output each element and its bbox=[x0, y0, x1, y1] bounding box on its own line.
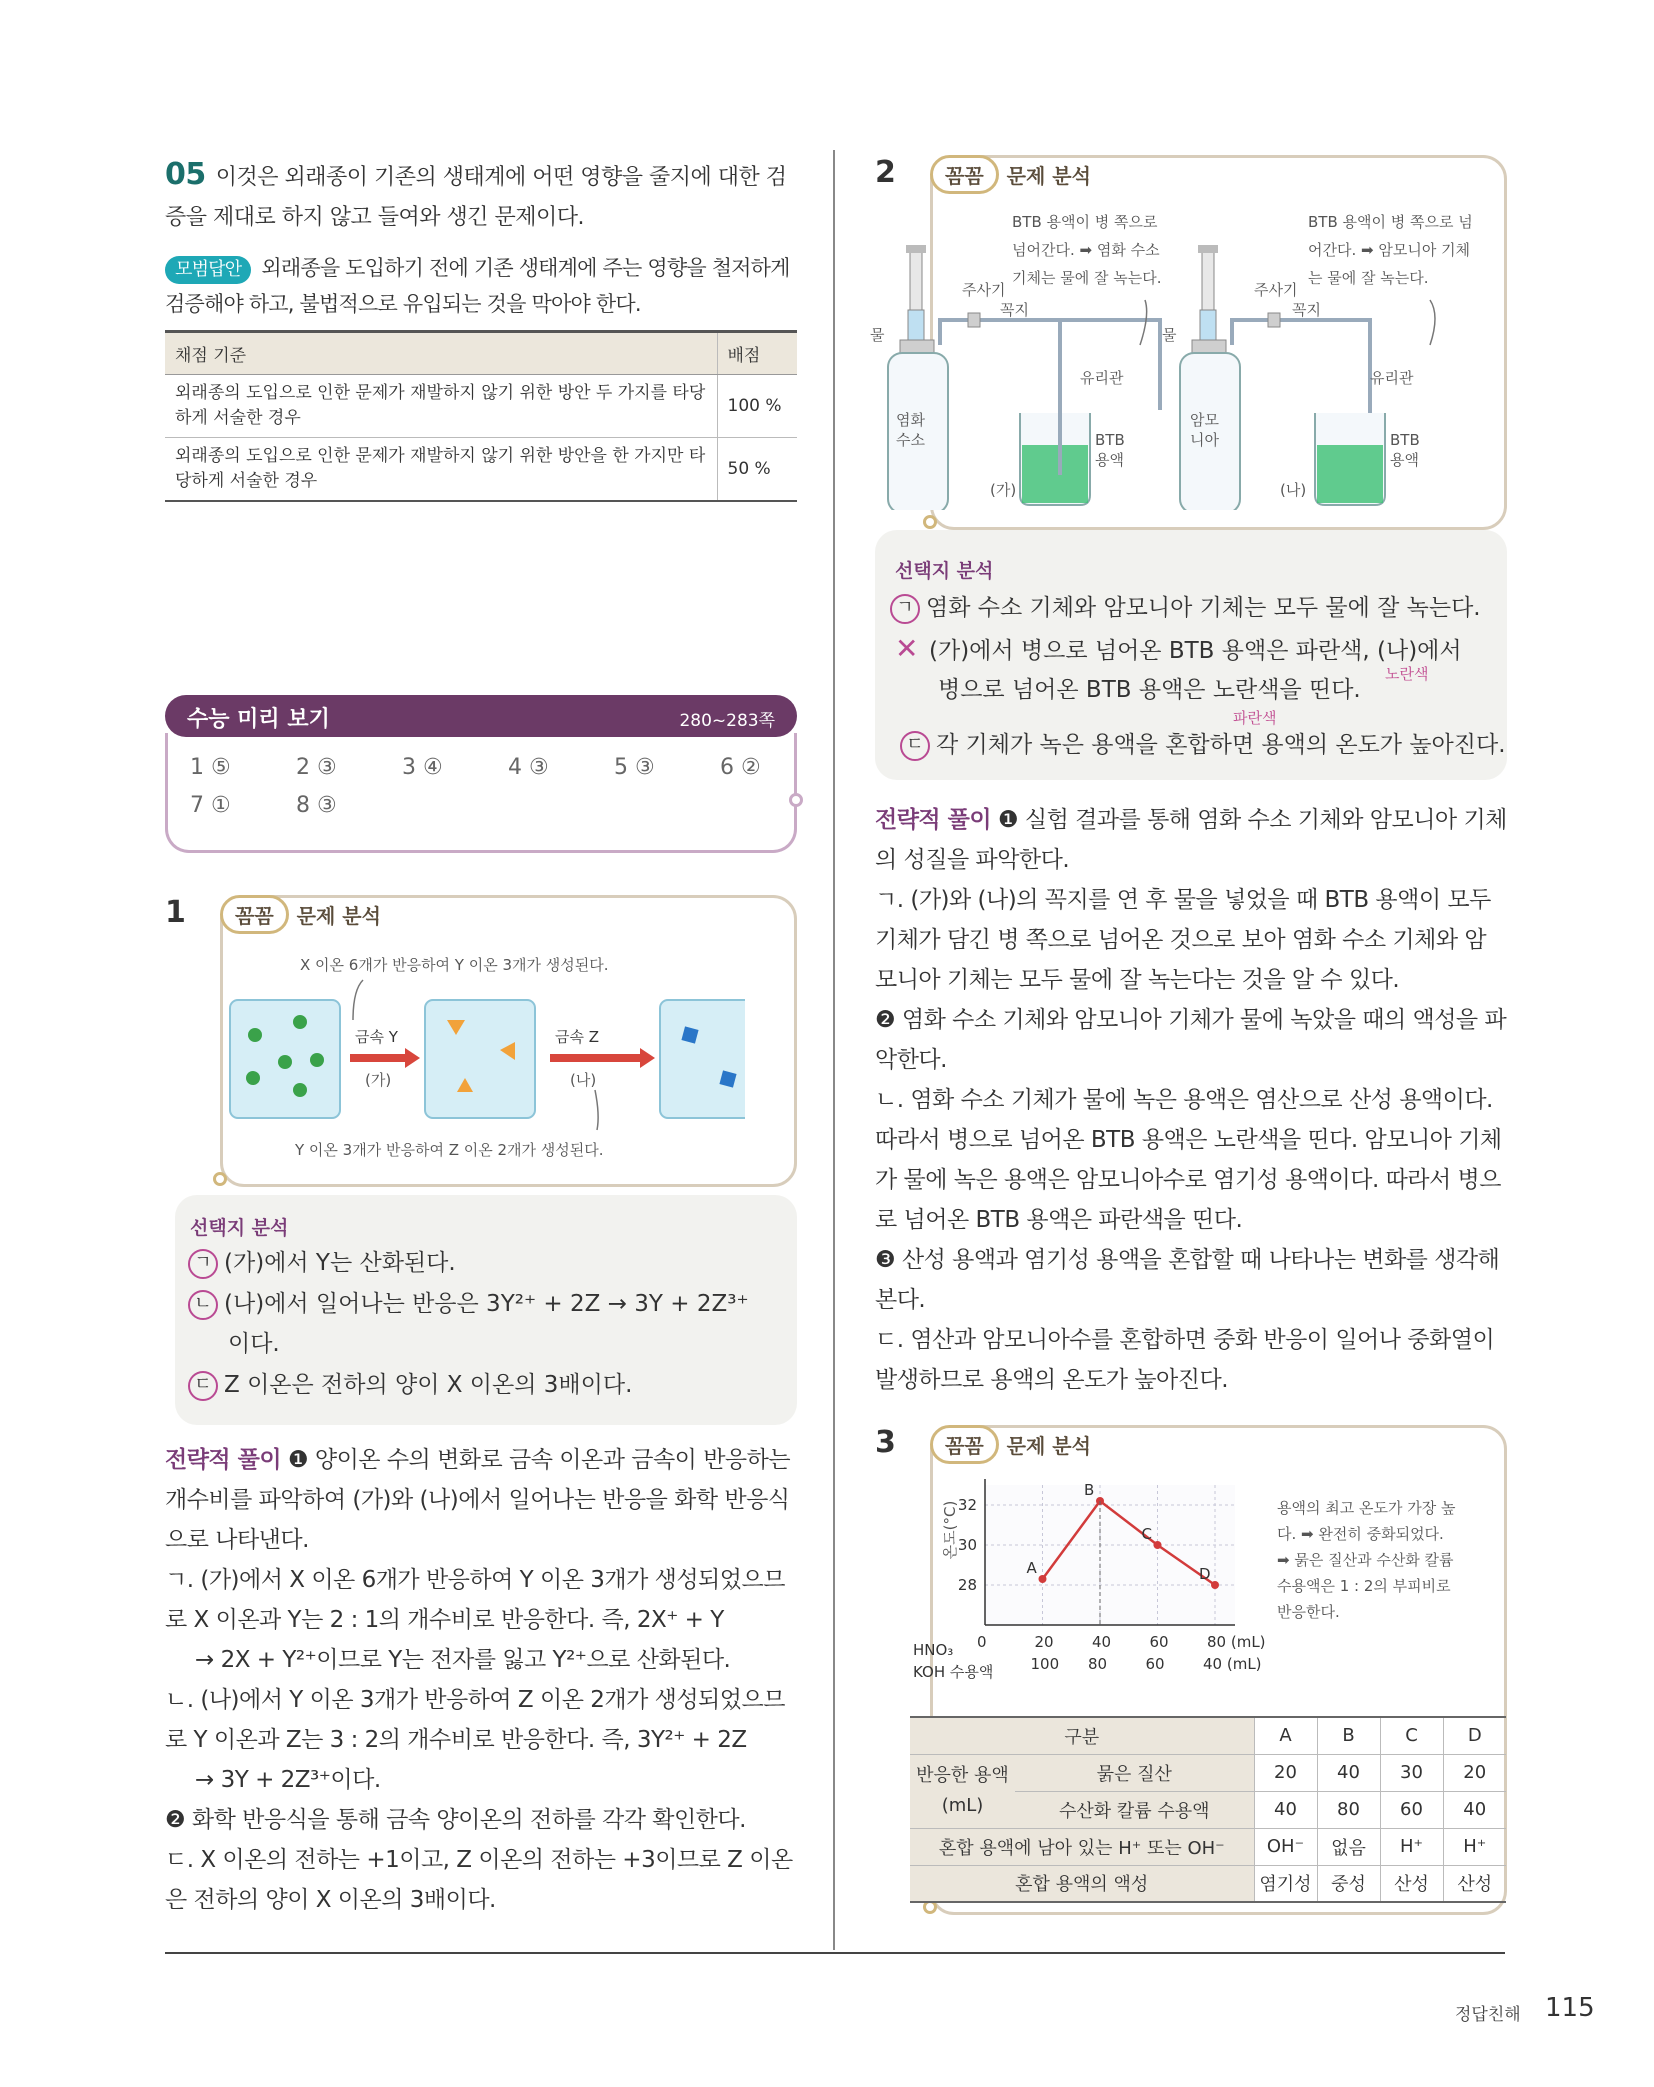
answer-item: 4 ③ bbox=[508, 755, 549, 780]
q2-apparatus-diagram bbox=[870, 205, 1510, 510]
chart-y-tick-label: 28 bbox=[957, 1576, 977, 1594]
chart-x-tick-label: 100 bbox=[1030, 1655, 1060, 1673]
q1-reaction-diagram bbox=[225, 950, 745, 1175]
model-answer-text: 외래종을 도입하기 전에 기존 생태계에 주는 영향을 철저하게 검증해야 하고, 불법적으로 유입되는 것을 막아야 한다. bbox=[165, 256, 790, 316]
pointer-line bbox=[1140, 300, 1147, 345]
btb-label: BTB bbox=[1095, 431, 1125, 449]
nh3-label: 암모 bbox=[1190, 411, 1219, 429]
metal-y-label: 금속 Y bbox=[355, 1028, 398, 1046]
table-header-cell: 구분 bbox=[910, 1717, 1254, 1754]
answer-item: 1 ⑤ bbox=[190, 755, 231, 780]
q3-data-table bbox=[910, 1716, 1506, 1903]
table-cell: 산성 bbox=[1380, 1865, 1443, 1902]
question-3-number: 3 bbox=[875, 1425, 896, 1460]
table-cell: 30 bbox=[1380, 1754, 1443, 1791]
solution-title: 전략적 풀이 bbox=[875, 807, 992, 833]
solution-line: ❶ 실험 결과를 통해 염화 수소 기체와 암모니아 기체의 성질을 파악한다. bbox=[875, 807, 1507, 873]
wrong-x-icon: ✕ bbox=[895, 632, 919, 665]
table-row-label: 수산화 칼륨 수용액 bbox=[1015, 1791, 1254, 1828]
beaker-box-2 bbox=[425, 1000, 535, 1118]
choice-text: 염화 수소 기체와 암모니아 기체는 모두 물에 잘 녹는다. bbox=[926, 595, 1481, 621]
section-05-number: 05 bbox=[165, 157, 206, 192]
chart-background bbox=[985, 1485, 1235, 1625]
q3-hint-tag bbox=[930, 1425, 1091, 1464]
q3-note-4: 수용액은 1 : 2의 부피비로 bbox=[1277, 1577, 1451, 1595]
hcl-label: 염화 bbox=[896, 411, 925, 429]
solution-line: ㄷ. 염산과 암모니아수를 혼합하면 중화 반응이 일어나 중화열이 발생하므로 용액의 온도가 높아진다. bbox=[875, 1327, 1495, 1393]
tube-label: 유리관 bbox=[1080, 369, 1124, 387]
chart-x-tick-label: 60 bbox=[1145, 1655, 1165, 1673]
answer-item: 8 ③ bbox=[296, 793, 337, 818]
correct-circle-icon: ㄴ bbox=[188, 1290, 218, 1320]
solution-title: 전략적 풀이 bbox=[165, 1447, 282, 1473]
q2-hint-tag bbox=[930, 155, 1091, 194]
chart-point-label: C bbox=[1141, 1525, 1152, 1543]
table-row bbox=[910, 1828, 1506, 1865]
table-row-label: 혼합 용액에 남아 있는 H⁺ 또는 OH⁻ bbox=[910, 1828, 1254, 1865]
hno3-axis-label: HNO₃ bbox=[913, 1641, 954, 1659]
section-05-paragraph bbox=[165, 155, 795, 238]
chart-ylabel: 온도(°C) bbox=[941, 1500, 959, 1560]
q2-choice-3 bbox=[900, 727, 1506, 763]
choice-text: (가)에서 Y는 산화된다. bbox=[224, 1250, 456, 1276]
table-group-cell: 반응한 용액(mL) bbox=[910, 1754, 1015, 1828]
table-header-cell: A bbox=[1254, 1717, 1317, 1754]
chart-point-label: B bbox=[1084, 1481, 1095, 1499]
reaction-arrow-1 bbox=[350, 1048, 420, 1068]
table-cell: 40 bbox=[1254, 1791, 1317, 1828]
q1-choice-2-cont bbox=[228, 1326, 280, 1362]
chart-y-tick-label: 32 bbox=[957, 1496, 977, 1514]
choice-text: (나)에서 일어나는 반응은 3Y²⁺ + 2Z → 3Y + 2Z³⁺ bbox=[224, 1291, 749, 1317]
solution-line: → 2X + Y²⁺이므로 Y는 전자를 잃고 Y²⁺으로 산화된다. bbox=[195, 1647, 731, 1673]
q2-note-right-3: 는 물에 잘 녹는다. bbox=[1308, 269, 1429, 287]
koh-axis-label: KOH 수용액 bbox=[913, 1663, 994, 1681]
model-answer-badge: 모범답안 bbox=[165, 256, 251, 284]
syringe-label: 주사기 bbox=[1254, 281, 1298, 299]
section-05-text: 이것은 외래종이 기존의 생태계에 어떤 영향을 줄지에 대한 검증을 제대로 하지 않고 들여와 생긴 문제이다. bbox=[165, 165, 787, 230]
table-cell: 20 bbox=[1443, 1754, 1506, 1791]
pointer-line bbox=[353, 980, 363, 1020]
q3-note-3: ➡ 묽은 질산과 수산화 칼륨 bbox=[1277, 1551, 1454, 1569]
choice-text: 병으로 넘어온 BTB 용액은 노란색을 띤다. bbox=[938, 677, 1361, 703]
chart-point bbox=[1039, 1575, 1047, 1583]
answer-item: 6 ② bbox=[720, 755, 761, 780]
scoring-table bbox=[165, 330, 797, 502]
answer-item: 5 ③ bbox=[614, 755, 655, 780]
chart-x-tick-label: 80 (mL) bbox=[1207, 1633, 1266, 1651]
question-2-number: 2 bbox=[875, 155, 896, 190]
q2-choice-2 bbox=[895, 631, 1462, 669]
chart-x-tick-label: 80 bbox=[1088, 1655, 1108, 1673]
q2-note-right-1: BTB 용액이 병 쪽으로 넘 bbox=[1308, 213, 1473, 231]
bottom-rule bbox=[165, 1952, 1505, 1954]
chart-point bbox=[1154, 1541, 1162, 1549]
correct-circle-icon: ㄱ bbox=[188, 1249, 218, 1279]
scoring-criteria-cell: 외래종의 도입으로 인한 문제가 재발하지 않기 위한 방안을 한 가지만 타당하게 서술한 경우 bbox=[165, 438, 717, 502]
pointer-line bbox=[595, 1090, 598, 1130]
chart-point-label: A bbox=[1026, 1559, 1037, 1577]
btb-label: 용액 bbox=[1095, 451, 1124, 469]
table-cell: 중성 bbox=[1317, 1865, 1380, 1902]
hint-label: 문제 분석 bbox=[1006, 164, 1091, 188]
chart-point-label: D bbox=[1199, 1565, 1211, 1583]
q2-analysis-title: 선택지 분석 bbox=[895, 560, 994, 582]
scoring-header-points: 배점 bbox=[717, 332, 797, 375]
tube-label: 유리관 bbox=[1370, 369, 1414, 387]
q2-note-left-1: BTB 용액이 병 쪽으로 bbox=[1012, 213, 1158, 231]
q3-note-5: 반응한다. bbox=[1277, 1603, 1340, 1621]
table-cell: 산성 bbox=[1443, 1865, 1506, 1902]
q1-choice-2 bbox=[188, 1286, 749, 1322]
solution-line: ㄴ. 염화 수소 기체가 물에 녹은 용액은 염산으로 산성 용액이다. 따라서 병으로 넘어온 BTB 용액은 노란색을 띤다. 암모니아 기체가 물에 녹은 용액은 암모니아수로 염기성 용액이다. 따라서 병으로 넘어온 BTB 용액은 파란색을 띤다. bbox=[875, 1087, 1502, 1233]
table-cell: 60 bbox=[1380, 1791, 1443, 1828]
table-cell: 80 bbox=[1317, 1791, 1380, 1828]
question-1-number: 1 bbox=[165, 895, 186, 930]
hcl-label: 수소 bbox=[896, 431, 925, 449]
table-cell: OH⁻ bbox=[1254, 1828, 1317, 1865]
preview-header bbox=[165, 695, 797, 737]
choice-text: Z 이온은 전하의 양이 X 이온의 3배이다. bbox=[224, 1372, 633, 1398]
chart-x-tick-label: 60 bbox=[1149, 1633, 1169, 1651]
table-row bbox=[910, 1754, 1506, 1791]
answer-item: 3 ④ bbox=[402, 755, 443, 780]
q1-top-note: X 이온 6개가 반응하여 Y 이온 3개가 생성된다. bbox=[300, 956, 609, 974]
table-row bbox=[165, 375, 797, 438]
label-ga: (가) bbox=[990, 481, 1017, 499]
chart-plot-area bbox=[958, 1479, 1266, 1673]
syringe-label: 주사기 bbox=[962, 281, 1006, 299]
page-number: 115 bbox=[1545, 1993, 1595, 2023]
water-label: 물 bbox=[870, 326, 885, 344]
choice-text: 이다. bbox=[228, 1331, 280, 1357]
table-row bbox=[165, 438, 797, 502]
correct-circle-icon: ㄷ bbox=[188, 1371, 218, 1401]
label-na: (나) bbox=[1280, 481, 1307, 499]
scoring-points-cell: 50 % bbox=[717, 438, 797, 502]
csat-preview-box bbox=[165, 695, 797, 853]
table-cell: H⁺ bbox=[1443, 1828, 1506, 1865]
table-row bbox=[910, 1717, 1506, 1754]
metal-z-label: 금속 Z bbox=[555, 1028, 600, 1046]
solution-line: ㄴ. (나)에서 Y 이온 3개가 반응하여 Z 이온 2개가 생성되었으므로 Y 이온과 Z는 3 : 2의 개수비로 반응한다. 즉, 3Y²⁺ + 2Z bbox=[165, 1687, 785, 1753]
q2-note-left-2: 넘어간다. ➡ 염화 수소 bbox=[1012, 241, 1160, 259]
q1-bottom-note: Y 이온 3개가 반응하여 Z 이온 2개가 생성된다. bbox=[295, 1141, 604, 1159]
table-cell: 없음 bbox=[1317, 1828, 1380, 1865]
label-ga: (가) bbox=[365, 1071, 392, 1089]
preview-answers bbox=[165, 733, 797, 853]
q1-choice-3 bbox=[188, 1367, 632, 1403]
chart-point bbox=[1211, 1581, 1219, 1589]
decorative-dot bbox=[789, 793, 803, 807]
column-divider bbox=[833, 150, 835, 1950]
chart-x-tick-label: 40 (mL) bbox=[1203, 1655, 1262, 1673]
table-cell: 20 bbox=[1254, 1754, 1317, 1791]
solution-line: ❷ 염화 수소 기체와 암모니아 기체가 물에 녹았을 때의 액성을 파악한다. bbox=[875, 1007, 1507, 1073]
label-na: (나) bbox=[570, 1071, 597, 1089]
solution-line: ㄷ. X 이온의 전하는 +1이고, Z 이온의 전하는 +3이므로 Z 이온은 전하의 양이 X 이온의 3배이다. bbox=[165, 1847, 793, 1913]
beaker-box-3 bbox=[660, 1000, 745, 1118]
correction-note-yellow: 노란색 bbox=[1385, 665, 1429, 683]
hint-pill: 꼼꼼 bbox=[930, 1425, 999, 1464]
q1-analysis-title: 선택지 분석 bbox=[190, 1217, 289, 1239]
preview-title: 수능 미리 보기 bbox=[187, 707, 330, 732]
section-05 bbox=[165, 155, 795, 322]
solution-line: ㄱ. (가)와 (나)의 꼭지를 연 후 물을 넣었을 때 BTB 용액이 모두 기체가 담긴 병 쪽으로 넘어온 것으로 보아 염화 수소 기체와 암모니아 기체는 모두 물에 잘 녹는다는 것을 알 수 있다. bbox=[875, 887, 1491, 993]
preview-page-range: 280~283쪽 bbox=[679, 711, 775, 731]
table-cell: 40 bbox=[1443, 1791, 1506, 1828]
answer-item: 7 ① bbox=[190, 793, 231, 818]
table-cell: 40 bbox=[1317, 1754, 1380, 1791]
correction-note-blue: 파란색 bbox=[1233, 709, 1277, 727]
scoring-header-criteria: 채점 기준 bbox=[165, 332, 717, 375]
q3-note-1: 용액의 최고 온도가 가장 높 bbox=[1277, 1499, 1456, 1517]
clamp-label: 꼭지 bbox=[1000, 301, 1029, 319]
model-answer bbox=[165, 250, 795, 322]
q1-solution bbox=[165, 1440, 797, 1920]
chart-x-tick-label: 0 bbox=[977, 1633, 987, 1651]
q2-choice-2-cont bbox=[938, 672, 1361, 708]
q3-temperature-chart bbox=[905, 1475, 1505, 1695]
q1-hint-tag bbox=[220, 895, 381, 934]
solution-line: ❶ 양이온 수의 변화로 금속 이온과 금속이 반응하는 개수비를 파악하여 (가)와 (나)에서 일어나는 반응을 화학 반응식으로 나타낸다. bbox=[165, 1447, 791, 1553]
solution-line: ❷ 화학 반응식을 통해 금속 양이온의 전하를 각각 확인한다. bbox=[165, 1807, 746, 1833]
hint-pill: 꼼꼼 bbox=[220, 895, 289, 934]
clamp-label: 꼭지 bbox=[1292, 301, 1321, 319]
nh3-label: 니아 bbox=[1190, 431, 1219, 449]
choice-text: 각 기체가 녹은 용액을 혼합하면 용액의 온도가 높아진다. bbox=[936, 732, 1506, 758]
water-label: 물 bbox=[1162, 326, 1177, 344]
q3-note-2: 다. ➡ 완전히 중화되었다. bbox=[1277, 1525, 1444, 1543]
q2-note-right-2: 어간다. ➡ 암모니아 기체 bbox=[1308, 241, 1471, 259]
btb-label: 용액 bbox=[1390, 451, 1419, 469]
answer-item: 2 ③ bbox=[296, 755, 337, 780]
chart-y-tick-label: 30 bbox=[957, 1536, 977, 1554]
correct-circle-icon: ㄱ bbox=[890, 594, 920, 624]
table-cell: H⁺ bbox=[1380, 1828, 1443, 1865]
solution-line: ❸ 산성 용액과 염기성 용액을 혼합할 때 나타나는 변화를 생각해 본다. bbox=[875, 1247, 1500, 1313]
chart-x-tick-label: 20 bbox=[1034, 1633, 1054, 1651]
scoring-points-cell: 100 % bbox=[717, 375, 797, 438]
hint-label: 문제 분석 bbox=[1006, 1434, 1091, 1458]
table-header-cell: B bbox=[1317, 1717, 1380, 1754]
footer-label: 정답친해 bbox=[1455, 2005, 1521, 2025]
hint-pill: 꼼꼼 bbox=[930, 155, 999, 194]
pointer-line bbox=[1430, 300, 1435, 345]
q2-solution bbox=[875, 800, 1507, 1400]
scoring-criteria-cell: 외래종의 도입으로 인한 문제가 재발하지 않기 위한 방안 두 가지를 타당하게 서술한 경우 bbox=[165, 375, 717, 438]
q2-choice-1 bbox=[890, 590, 1481, 626]
solution-line: ㄱ. (가)에서 X 이온 6개가 반응하여 Y 이온 3개가 생성되었으므로 X 이온과 Y는 2 : 1의 개수비로 반응한다. 즉, 2X⁺ + Y bbox=[165, 1567, 785, 1633]
table-row bbox=[910, 1865, 1506, 1902]
table-header-cell: D bbox=[1443, 1717, 1506, 1754]
table-header-cell: C bbox=[1380, 1717, 1443, 1754]
decorative-dot bbox=[923, 515, 937, 529]
hint-label: 문제 분석 bbox=[296, 904, 381, 928]
table-cell: 염기성 bbox=[1254, 1865, 1317, 1902]
table-row-label: 묽은 질산 bbox=[1015, 1754, 1254, 1791]
q2-note-left-3: 기체는 물에 잘 녹는다. bbox=[1012, 269, 1162, 287]
btb-label: BTB bbox=[1390, 431, 1420, 449]
chart-x-tick-label: 40 bbox=[1092, 1633, 1112, 1651]
solution-line: → 3Y + 2Z³⁺이다. bbox=[195, 1767, 381, 1793]
table-row-label: 혼합 용액의 액성 bbox=[910, 1865, 1254, 1902]
correct-circle-icon: ㄷ bbox=[900, 731, 930, 761]
reaction-arrow-2 bbox=[550, 1048, 655, 1068]
choice-text: (가)에서 병으로 넘어온 BTB 용액은 파란색, (나)에서 bbox=[929, 638, 1462, 664]
q1-choice-1 bbox=[188, 1245, 456, 1281]
